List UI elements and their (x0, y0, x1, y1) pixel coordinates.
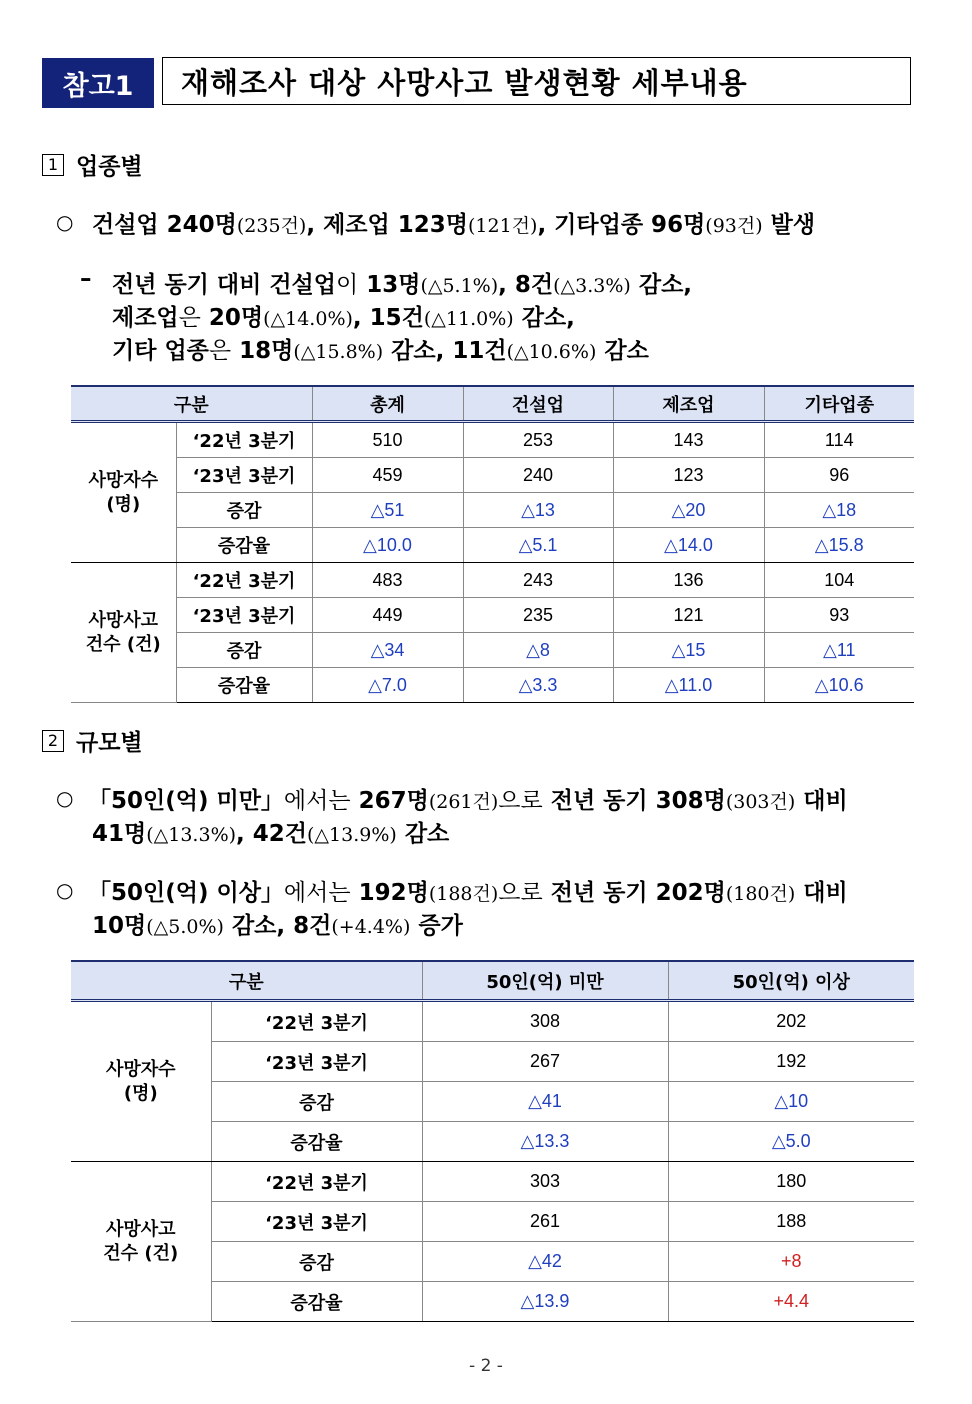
table-cell: 253 (463, 422, 613, 458)
text-run: 41명 (92, 821, 147, 847)
text-run: 감소, (513, 305, 575, 331)
industry-summary-line (92, 206, 815, 239)
text-run: , 기타업종 96명 (537, 212, 706, 238)
text-run: 「50인(억) 이상」 (88, 880, 284, 906)
section-2-number: 2 (42, 730, 64, 752)
text-run: 18명 (231, 338, 294, 364)
table-cell: 510 (312, 422, 463, 458)
text-run: 192명 (350, 880, 429, 906)
table-cell: 449 (312, 598, 463, 633)
text-run: 전년 동기 308명 (542, 788, 726, 814)
table-cell: 202 (668, 1001, 914, 1042)
text-run: 감소 (396, 821, 450, 847)
table-cell: △51 (312, 493, 463, 528)
group-label-line: (명) (123, 1082, 158, 1104)
table-header: 구분 (71, 961, 422, 1001)
group-label-line: 사망자수 (105, 1059, 176, 1081)
table-cell: △42 (422, 1242, 668, 1282)
group-label-line: 건수 (건) (85, 633, 161, 655)
table-cell: △15.8 (764, 528, 914, 563)
table-cell: △13.9 (422, 1282, 668, 1322)
industry-detail-line-2 (112, 299, 575, 332)
industry-detail-line-3 (112, 332, 649, 365)
row-label: ‘22년 3분기 (211, 1162, 422, 1202)
text-run: (△14.0%) (263, 308, 353, 330)
table-cell: +4.4 (668, 1282, 914, 1322)
size-table (71, 960, 914, 1322)
table-cell: 303 (422, 1162, 668, 1202)
table-cell: △10.0 (312, 528, 463, 563)
table-cell: 459 (312, 458, 463, 493)
table-cell: 192 (668, 1042, 914, 1082)
table-cell: △11 (764, 633, 914, 668)
text-run: , 제조업 123명 (306, 212, 468, 238)
group-label-line: 건수 (건) (103, 1242, 179, 1264)
text-run: 발생 (762, 212, 816, 238)
text-run: (△5.0%) (146, 916, 224, 938)
text-run: (235건) (236, 215, 307, 237)
text-run: 에서는 (283, 788, 351, 814)
text-run: 에서는 (283, 880, 351, 906)
table-cell: +8 (668, 1242, 914, 1282)
industry-table (71, 385, 914, 703)
text-run: 「50인(억) 미만」 (88, 788, 284, 814)
table-header: 구분 (71, 386, 312, 422)
group-label-line: (명) (106, 493, 141, 515)
table-cell: △11.0 (613, 668, 764, 703)
table-cell: △5.1 (463, 528, 613, 563)
table-cell: 123 (613, 458, 764, 493)
row-label: ‘23년 3분기 (211, 1202, 422, 1242)
table-cell: △15 (613, 633, 764, 668)
text-run: , 15건 (352, 305, 424, 331)
table-cell: 308 (422, 1001, 668, 1042)
table-cell: 136 (613, 563, 764, 598)
table-cell: 143 (613, 422, 764, 458)
table-header: 50인(억) 미만 (422, 961, 668, 1001)
text-run: 전년 동기 202명 (542, 880, 726, 906)
table-cell: △14.0 (613, 528, 764, 563)
text-run: (93건) (705, 215, 763, 237)
text-run: 13명 (358, 272, 421, 298)
text-run: (+4.4%) (331, 916, 411, 938)
table-header: 50인(억) 이상 (668, 961, 914, 1001)
industry-detail-line-1 (112, 266, 692, 299)
table-cell: △3.3 (463, 668, 613, 703)
table-cell: 188 (668, 1202, 914, 1242)
group-label-line: 사망사고 (105, 1219, 176, 1241)
table-row (71, 563, 914, 598)
table-row (71, 633, 914, 668)
table-cell: 483 (312, 563, 463, 598)
text-run: 대비 (795, 788, 848, 814)
table-cell: 261 (422, 1202, 668, 1242)
table-cell: △5.0 (668, 1122, 914, 1162)
text-run: (△10.6%) (506, 341, 597, 363)
group-label (71, 1162, 211, 1322)
text-run: 감소, 11건 (383, 338, 507, 364)
text-run: , 8건 (498, 272, 554, 298)
row-label: ‘22년 3분기 (211, 1001, 422, 1042)
group-label (71, 563, 176, 703)
table-cell: △8 (463, 633, 613, 668)
row-label: 증감율 (211, 1122, 422, 1162)
table-cell: 240 (463, 458, 613, 493)
row-label: 증감율 (211, 1282, 422, 1322)
text-run: (△3.3%) (553, 275, 631, 297)
text-run: 대비 (795, 880, 848, 906)
text-run: (303건) (725, 791, 796, 813)
group-label (71, 1001, 211, 1162)
group-label-line: 사망자수 (88, 470, 159, 492)
size-over-50-line-1 (88, 874, 848, 907)
table-cell: △20 (613, 493, 764, 528)
bullet-icon: ○ (56, 210, 74, 234)
table-row (71, 1162, 914, 1202)
row-label: ‘22년 3분기 (176, 563, 312, 598)
table-cell: △10.6 (764, 668, 914, 703)
table-row (71, 528, 914, 563)
text-run: 으로 (498, 788, 543, 814)
table-cell: 104 (764, 563, 914, 598)
table-header: 건설업 (463, 386, 613, 422)
size-under-50-line-1 (88, 782, 848, 815)
table-cell: △7.0 (312, 668, 463, 703)
text-run: 기타 업종 (112, 338, 209, 364)
text-run: 은 (208, 338, 232, 364)
table-cell: △41 (422, 1082, 668, 1122)
text-run: (180건) (725, 883, 796, 905)
table-row (71, 668, 914, 703)
table-cell: 121 (613, 598, 764, 633)
group-label (71, 422, 176, 563)
table-cell: 267 (422, 1042, 668, 1082)
row-label: 증감 (211, 1242, 422, 1282)
text-run: 전년 동기 대비 건설업 (112, 272, 336, 298)
text-run: , 42건 (236, 821, 308, 847)
text-run: 으로 (498, 880, 543, 906)
text-run: (188건) (428, 883, 499, 905)
size-under-50-line-2 (92, 815, 449, 848)
text-run: (△13.3%) (146, 824, 237, 846)
text-run: 은 (178, 305, 201, 331)
row-label: 증감 (176, 633, 312, 668)
reference-label: 참고1 (42, 58, 154, 108)
table-header: 기타업종 (764, 386, 914, 422)
table-row (71, 493, 914, 528)
text-run: (121건) (467, 215, 538, 237)
text-run: (261건) (428, 791, 499, 813)
section-1-heading (42, 148, 143, 181)
row-label: ‘23년 3분기 (211, 1042, 422, 1082)
text-run: 감소, (630, 272, 693, 298)
table-cell: △13 (463, 493, 613, 528)
text-run: 267명 (350, 788, 429, 814)
text-run: 20명 (200, 305, 264, 331)
text-run: 증가 (410, 913, 463, 939)
row-label: ‘23년 3분기 (176, 598, 312, 633)
group-label-line: 사망사고 (88, 610, 159, 632)
table-cell: 243 (463, 563, 613, 598)
dash-icon: – (80, 266, 92, 292)
table-row (71, 458, 914, 493)
table-header: 제조업 (613, 386, 764, 422)
size-over-50-line-2 (92, 907, 463, 940)
table-cell: △18 (764, 493, 914, 528)
section-2-heading (42, 724, 143, 757)
row-label: 증감율 (176, 528, 312, 563)
text-run: (△5.1%) (420, 275, 499, 297)
text-run: 건설업 240명 (92, 212, 237, 238)
table-cell: 114 (764, 422, 914, 458)
section-1-number: 1 (42, 154, 64, 176)
bullet-icon: ○ (56, 878, 74, 902)
text-run: (△13.9%) (307, 824, 397, 846)
section-2-title: 규모별 (76, 730, 143, 756)
text-run: 이 (335, 272, 359, 298)
text-run: 10명 (92, 913, 147, 939)
table-row (71, 598, 914, 633)
table-cell: 235 (463, 598, 613, 633)
text-run: (△11.0%) (423, 308, 514, 330)
page-title: 재해조사 대상 사망사고 발생현황 세부내용 (162, 57, 911, 105)
row-label: ‘23년 3분기 (176, 458, 312, 493)
row-label: ‘22년 3분기 (176, 422, 312, 458)
table-cell: △34 (312, 633, 463, 668)
text-run: 감소 (596, 338, 649, 364)
row-label: 증감 (211, 1082, 422, 1122)
bullet-icon: ○ (56, 786, 74, 810)
text-run: (△15.8%) (293, 341, 384, 363)
table-cell: △10 (668, 1082, 914, 1122)
table-header: 총계 (312, 386, 463, 422)
row-label: 증감 (176, 493, 312, 528)
table-cell: 93 (764, 598, 914, 633)
text-run: 제조업 (112, 305, 179, 331)
table-row (71, 422, 914, 458)
table-cell: 180 (668, 1162, 914, 1202)
table-row (71, 1001, 914, 1042)
section-1-title: 업종별 (76, 154, 143, 180)
page-number: - 2 - (469, 1356, 503, 1376)
text-run: 감소, 8건 (223, 913, 332, 939)
table-cell: 96 (764, 458, 914, 493)
table-cell: △13.3 (422, 1122, 668, 1162)
row-label: 증감율 (176, 668, 312, 703)
